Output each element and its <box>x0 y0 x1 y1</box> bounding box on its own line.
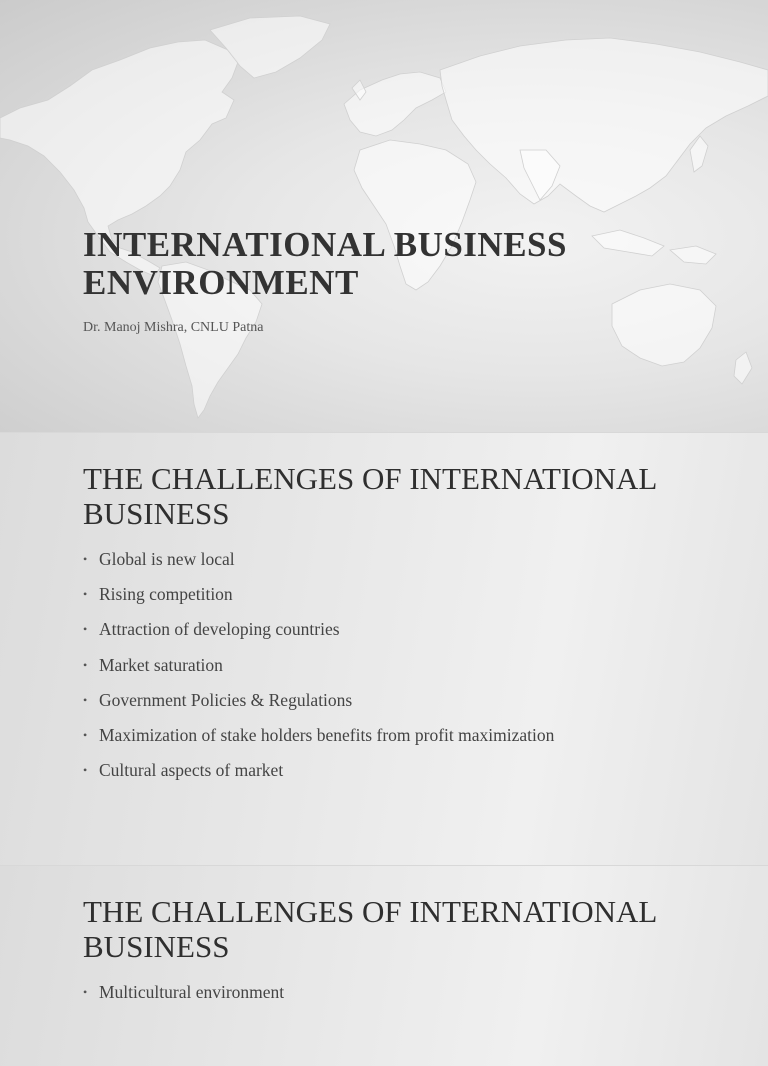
list-item <box>83 549 554 584</box>
title-line-1: INTERNATIONAL BUSINESS <box>83 225 567 264</box>
world-map-image <box>0 0 768 432</box>
slide-heading <box>83 461 723 531</box>
list-item <box>83 619 554 654</box>
list-item <box>83 725 554 760</box>
title-line-2: ENVIRONMENT <box>83 263 359 302</box>
bullet-list <box>83 549 554 795</box>
heading-line-2: BUSINESS <box>83 929 230 964</box>
bullet-icon: • <box>83 587 88 602</box>
challenges-slide-1 <box>0 433 768 865</box>
list-item-text: Government Policies & Regulations <box>99 689 353 710</box>
challenges-slide-2 <box>0 866 768 1066</box>
heading-line-2: BUSINESS <box>83 496 230 531</box>
presentation-title <box>83 226 703 302</box>
list-item-text: Attraction of developing countries <box>99 619 340 640</box>
bullet-icon: • <box>83 763 88 778</box>
bullet-icon: • <box>83 985 88 999</box>
bullet-list <box>83 982 284 1017</box>
bullet-icon: • <box>83 657 88 672</box>
heading-line-1: THE CHALLENGES OF INTERNATIONAL <box>83 894 658 929</box>
heading-line-1: THE CHALLENGES OF INTERNATIONAL <box>83 461 658 496</box>
list-item-text: Maximization of stake holders benefits from profit maximization <box>99 724 555 745</box>
list-item <box>83 690 554 725</box>
bullet-icon: • <box>83 692 88 707</box>
list-item-text: Rising competition <box>99 584 233 605</box>
list-item <box>83 760 554 795</box>
bullet-icon: • <box>83 552 88 566</box>
list-item-text: Multicultural environment <box>99 982 285 1002</box>
list-item <box>83 982 284 1017</box>
author-subtitle: Dr. Manoj Mishra, CNLU Patna <box>83 320 264 335</box>
title-slide <box>0 0 768 432</box>
bullet-icon: • <box>83 727 88 742</box>
bullet-icon: • <box>83 622 88 637</box>
list-item-text: Cultural aspects of market <box>99 760 284 781</box>
list-item <box>83 655 554 690</box>
list-item-text: Global is new local <box>99 549 235 569</box>
list-item <box>83 584 554 619</box>
slide-heading <box>83 894 723 964</box>
list-item-text: Market saturation <box>99 654 223 675</box>
